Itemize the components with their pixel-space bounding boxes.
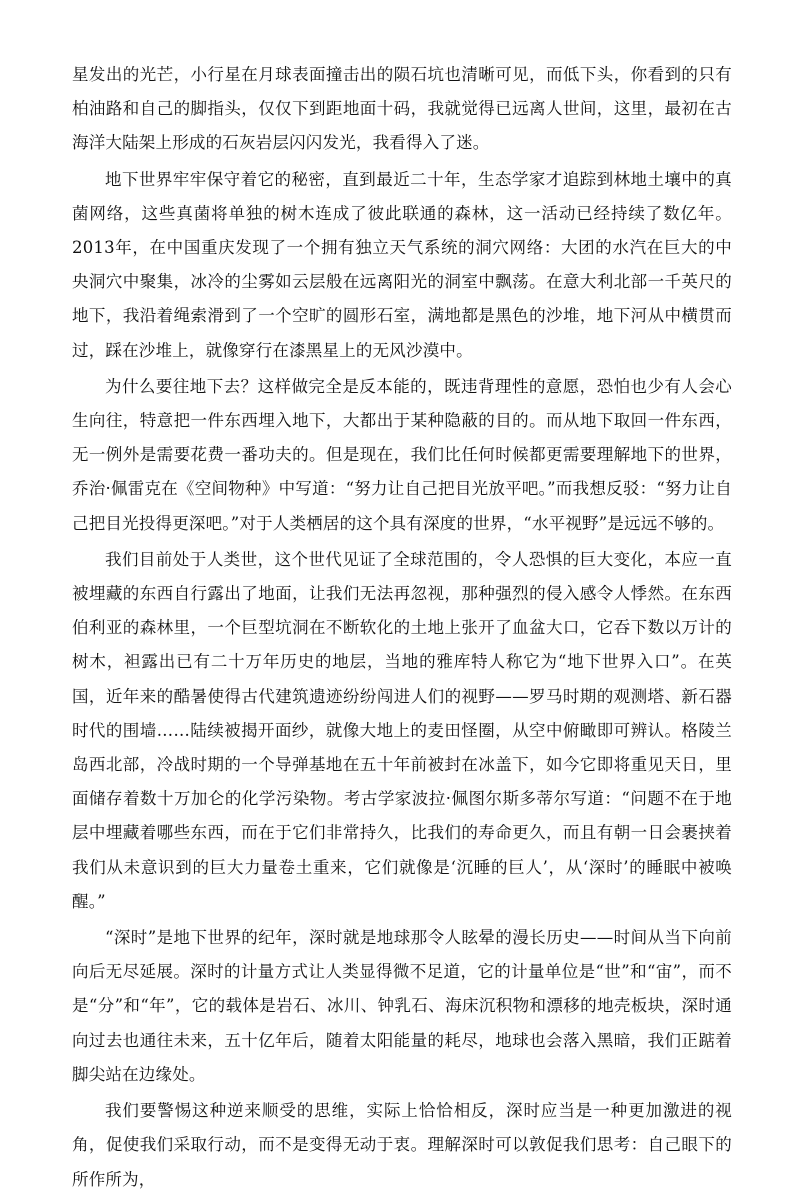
paragraph-3: 为什么要往地下去？这样做完全是反本能的，既违背理性的意愿，恐怕也少有人会心生向往，特意把一件东西埋入地下，大都出于某种隐蔽的目的。而从地下取回一件东西，无一例外是需要花费一番功夫的。但是现在，我们比任何时候都更需要理解地下的世界，乔治·佩雷克在《空间物种》中写道：“努力让自己把目光放平吧。”而我想反驳：“努力让自己把目光投得更深吧。”对于人类栖居的这个具有深度的世界，“水平视野”是远远不够的。 [72,376,732,533]
document-page [72,58,732,1199]
paragraph-6: 我们要警惕这种逆来顺受的思维，实际上恰恰相反，深时应当是一种更加激进的视角，促使我们采取行动，而不是变得无动于衷。理解深时可以敦促我们思考：自己眼下的所作所为， [72,1101,732,1189]
paragraph-2: 地下世界牢牢保守着它的秘密，直到最近二十年，生态学家才追踪到林地土壤中的真菌网络，这些真菌将单独的树木连成了彼此联通的森林，这一活动已经持续了数亿年。2013年，在中国重庆发现了一个拥有独立天气系统的洞穴网络：大团的水汽在巨大的中央洞穴中聚集，冰冷的尘雾如云层般在远离阳光的洞室中飘荡。在意大利北部一千英尺的地下，我沿着绳索滑到了一个空旷的圆形石室，满地都是黑色的沙堆，地下河从中横贯而过，踩在沙堆上，就像穿行在漆黑星上的无风沙漠中。 [72,169,732,360]
paragraph-4: 我们目前处于人类世，这个世代见证了全球范围的，令人恐惧的巨大变化，本应一直被埋藏的东西自行露出了地面，让我们无法再忽视，那种强烈的侵入感令人悸然。在东西伯利亚的森林里，一个巨型坑洞在不断软化的土地上张开了血盆大口，它吞下数以万计的树木，袒露出已有二十万年历史的地层，当地的雅库特人称它为“地下世界入口”。在英国，近年来的酷暑使得古代建筑遗迹纷纷闯进人们的视野——罗马时期的观测塔、新石器时代的围墙……陆续被揭开面纱，就像大地上的麦田怪圈，从空中俯瞰即可辨认。格陵兰岛西北部，冷战时期的一个导弹基地在五十年前被封在冰盖下，如今它即将重见天日，里面储存着数十万加仑的化学污染物。考古学家波拉·佩图尔斯多蒂尔写道：“问题不在于地层中埋藏着哪些东西，而在于它们非常持久，比我们的寿命更久，而且有朝一日会裹挟着我们从未意识到的巨大力量卷土重来，它们就像是‘沉睡的巨人’，从‘深时’的睡眠中被唤醒。” [72,549,732,911]
paragraph-1: 星发出的光芒，小行星在月球表面撞击出的陨石坑也清晰可见，而低下头，你看到的只有柏油路和自己的脚指头，仅仅下到距地面十码，我就觉得已远离人世间，这里，最初在古海洋大陆架上形成的石灰岩层闪闪发光，我看得入了迷。 [72,65,732,153]
paragraph-5: “深时”是地下世界的纪年，深时就是地球那令人眩晕的漫长历史——时间从当下向前向后无尽延展。深时的计量方式让人类显得微不足道，它的计量单位是“世”和“宙”，而不是“分”和“年”，它的载体是岩石、冰川、钟乳石、海床沉积物和漂移的地壳板块，深时通向过去也通往未来，五十亿年后，随着太阳能量的耗尽，地球也会落入黑暗，我们正踮着脚尖站在边缘处。 [72,928,732,1084]
